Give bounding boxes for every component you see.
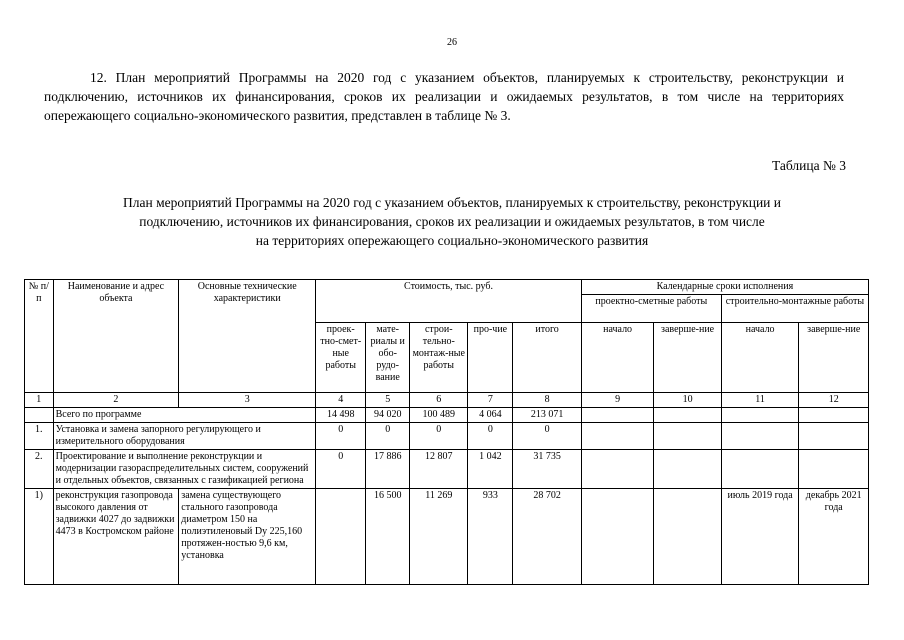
row-total: 31 735 <box>513 450 581 489</box>
header-materials: мате-риалы и обо-рудо-вание <box>366 323 410 393</box>
row-design: 0 <box>316 423 366 450</box>
table-label: Таблица № 3 <box>772 158 846 173</box>
row-design: 0 <box>316 450 366 489</box>
row-num: 1) <box>25 489 54 585</box>
table-row <box>25 423 869 450</box>
total-materials: 94 020 <box>366 408 410 423</box>
column-number: 9 <box>581 393 654 408</box>
row-label: Проектирование и выполнение реконструкции и модернизации газораспределительных систем, сооружений и отдельных объектов, связанных с газификацией региона <box>53 450 316 489</box>
column-number: 1 <box>25 393 54 408</box>
header-design-cost: проек-тно-смет-ные работы <box>316 323 366 393</box>
header-start: начало <box>581 323 654 393</box>
row-construction: 12 807 <box>410 450 468 489</box>
column-number: 6 <box>410 393 468 408</box>
header-cost: Стоимость, тыс. руб. <box>316 280 582 323</box>
row-construction: 0 <box>410 423 468 450</box>
page-number: 26 <box>447 37 457 48</box>
column-number: 5 <box>366 393 410 408</box>
total-other: 4 064 <box>468 408 513 423</box>
row-other: 0 <box>468 423 513 450</box>
row-materials: 0 <box>366 423 410 450</box>
row-total: 28 702 <box>513 489 581 585</box>
header-start2: начало <box>721 323 799 393</box>
header-construction-cost: строи-тельно-монтаж-ные работы <box>410 323 468 393</box>
total-label: Всего по программе <box>53 408 316 423</box>
row-total: 0 <box>513 423 581 450</box>
table-title-line: План мероприятий Программы на 2020 год с указанием объектов, планируемых к строительству, реконструкции и <box>123 195 781 210</box>
header-design-works: проектно-сметные работы <box>581 295 721 323</box>
header-construction-works: строительно-монтажные работы <box>721 295 868 323</box>
row-materials: 17 886 <box>366 450 410 489</box>
total-num <box>25 408 54 423</box>
row-num: 1. <box>25 423 54 450</box>
row-design <box>316 489 366 585</box>
header-other: про-чие <box>468 323 513 393</box>
row-start2: июль 2019 года <box>721 489 799 585</box>
column-number: 8 <box>513 393 581 408</box>
table-row <box>25 489 869 585</box>
total-construction: 100 489 <box>410 408 468 423</box>
table-title-line: на территориях опережающего социально-экономического развития <box>255 233 649 248</box>
total-design: 14 498 <box>316 408 366 423</box>
row-num: 2. <box>25 450 54 489</box>
column-number: 2 <box>53 393 179 408</box>
table-title <box>44 193 860 250</box>
row-materials: 16 500 <box>366 489 410 585</box>
table-row <box>25 450 869 489</box>
header-calendar: Календарные сроки исполнения <box>581 280 868 295</box>
column-number: 3 <box>179 393 316 408</box>
row-other: 933 <box>468 489 513 585</box>
column-number-row <box>25 393 869 408</box>
header-end: заверше-ние <box>654 323 721 393</box>
header-num: № п/п <box>25 280 54 393</box>
header-total: итого <box>513 323 581 393</box>
intro-paragraph: 12. План мероприятий Программы на 2020 год с указанием объектов, планируемых к строительству, реконструкции и подключению, источников их финансирования, сроков их реализации и ожидаемых результатов, в том числе на территориях опережающего социально-экономического развития, представлен в таблице № 3. <box>44 70 844 123</box>
header-tech: Основные технические характеристики <box>179 280 316 393</box>
table-title-line: подключению, источников их финансирования, сроков их реализации и ожидаемых результатов, в том числе <box>139 214 765 229</box>
header-end2: заверше-ние <box>799 323 869 393</box>
plan-table <box>24 279 869 585</box>
column-number: 10 <box>654 393 721 408</box>
row-other: 1 042 <box>468 450 513 489</box>
row-label: Установка и замена запорного регулирующего и измерительного оборудования <box>53 423 316 450</box>
total-sum: 213 071 <box>513 408 581 423</box>
row-tech: замена существующего стального газопровода диаметром 150 на полиэтиленовый Dy 225,160 протяжен-ностью 9,6 км, установка <box>179 489 316 585</box>
header-name: Наименование и адрес объекта <box>53 280 179 393</box>
row-object-name: реконструкция газопровода высокого давления от задвижки 4027 до задвижки 4473 в Костромском районе <box>53 489 179 585</box>
column-number: 7 <box>468 393 513 408</box>
column-number: 11 <box>721 393 799 408</box>
row-end2: декабрь 2021 года <box>799 489 869 585</box>
column-number: 4 <box>316 393 366 408</box>
total-row <box>25 408 869 423</box>
column-number: 12 <box>799 393 869 408</box>
row-construction: 11 269 <box>410 489 468 585</box>
